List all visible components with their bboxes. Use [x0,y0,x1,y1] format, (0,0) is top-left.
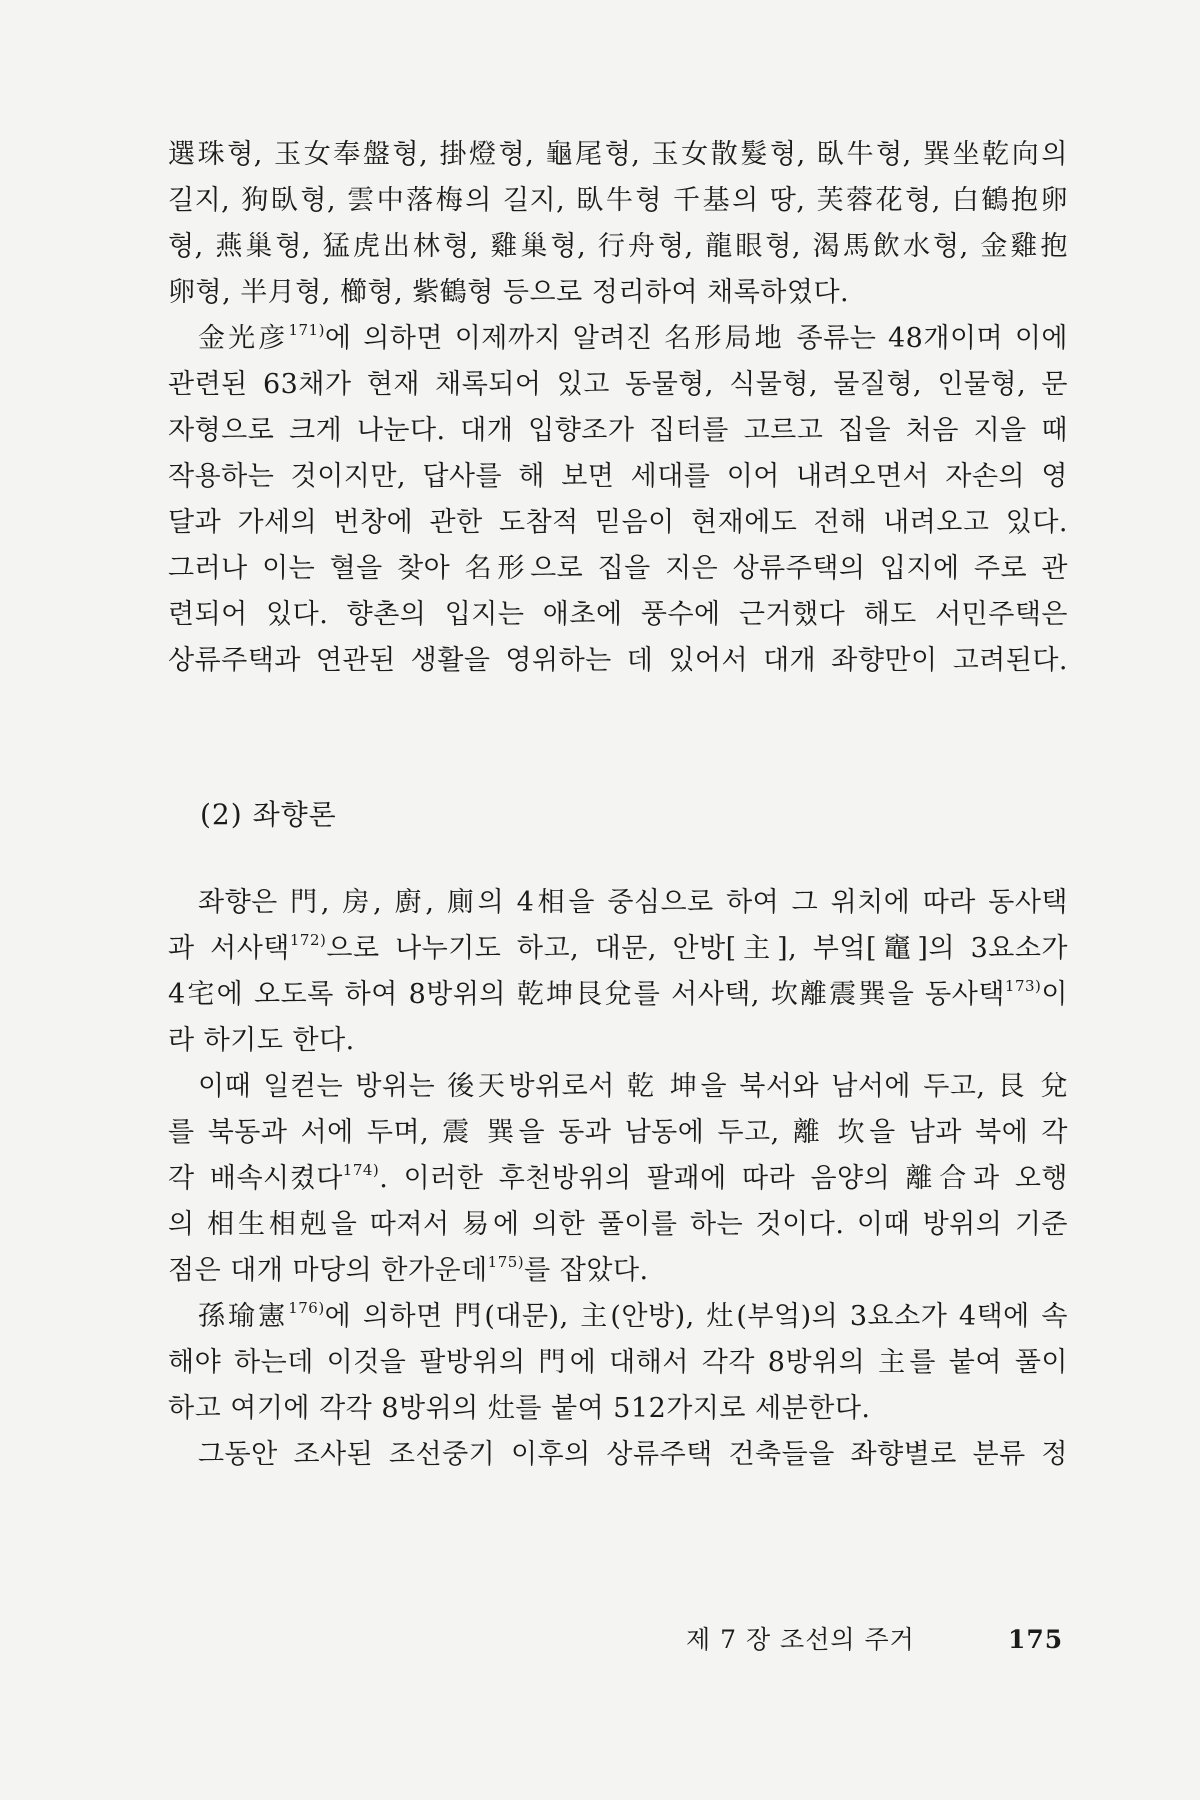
text-span: 4宅에 오도록 하여 8방위의 乾坤艮兌를 서사택, 坎離震巽을 동사택 [168,979,1005,1010]
text-line: 길지, 狗臥형, 雲中落梅의 길지, 臥牛형 千基의 땅, 芙蓉花형, 白鶴抱卵 [168,185,1068,216]
text-line: 의 相生相剋을 따져서 易에 의한 풀이를 하는 것이다. 이때 방위의 기준 [168,1209,1068,1240]
text-line: 련되어 있다. 향촌의 입지는 애초에 풍수에 근거했다 해도 서민주택은 [168,599,1068,630]
text-span: 에 의하면 門(대문), 主(안방), 灶(부엌)의 3요소가 4택에 속 [324,1301,1068,1332]
text-line: 이때 일컫는 방위는 後天방위로서 乾 坤을 북서와 남서에 두고, 艮 兌 [198,1071,1068,1102]
footnote-ref: 172) [289,931,327,949]
text-line: 卵형, 半月형, 櫛형, 紫鶴형 등으로 정리하여 채록하였다. [168,277,850,308]
text-line [168,1156,1068,1202]
section-heading: (2) 좌향론 [200,798,337,831]
text-line: 選珠형, 玉女奉盤형, 掛燈형, 龜尾형, 玉女散髮형, 臥牛형, 巽坐乾向의 [168,139,1068,170]
text-line: 작용하는 것이지만, 답사를 해 보면 세대를 이어 내려오면서 자손의 영 [168,461,1068,492]
text-line: 해야 하는데 이것을 팔방위의 門에 대해서 각각 8방위의 主를 붙여 풀이 [168,1347,1068,1378]
text-line: 관련된 63채가 현재 채록되어 있고 동물형, 식물형, 물질형, 인물형, 문 [168,369,1068,400]
text-span: . 이러한 후천방위의 팔괘에 따라 음양의 離合과 오행 [379,1163,1068,1194]
text-span: 으로 나누기도 하고, 대문, 안방[主], 부엌[竈]의 3요소가 [326,933,1068,964]
text-line: 상류주택과 연관된 생활을 영위하는 데 있어서 대개 좌향만이 고려된다. [168,645,1068,676]
text-span: 에 의하면 이제까지 알려진 名形局地 종류는 48개이며 이에 [324,323,1068,354]
text-line [168,316,1068,362]
text-span: 과 서사택 [168,933,290,964]
text-line: 형, 燕巢형, 猛虎出林형, 雞巢형, 行舟형, 龍眼형, 渴馬飲水형, 金雞抱 [168,231,1068,262]
text-line: 라 하기도 한다. [168,1025,355,1056]
author-name: 孫瑜憲 [198,1301,289,1332]
running-footer-chapter: 제 7 장 조선의 주거 [686,1625,915,1654]
text-line: 를 북동과 서에 두며, 震 巽을 동과 남동에 두고, 離 坎을 남과 북에 각 [168,1117,1068,1148]
footnote-ref: 174) [342,1161,380,1179]
text-line: 그러나 이는 혈을 찾아 名形으로 집을 지은 상류주택의 입지에 주로 관 [168,553,1068,584]
text-line: 그동안 조사된 조선중기 이후의 상류주택 건축들을 좌향별로 분류 정 [198,1439,1068,1470]
footnote-ref: 173) [1004,977,1042,995]
text-line [168,926,1068,972]
page-number: 175 [1008,1625,1064,1654]
text-line [168,972,1068,1018]
text-line: 좌향은 門, 房, 廚, 廁의 4相을 중심으로 하여 그 위치에 따라 동사택 [198,887,1068,918]
text-line [168,1294,1068,1340]
footnote-ref: 176) [288,1299,325,1317]
paragraph-block-top [168,132,1068,684]
text-line: 자형으로 크게 나눈다. 대개 입향조가 집터를 고르고 집을 처음 지을 때 [168,415,1068,446]
author-name: 金光彦 [198,323,289,354]
text-span: 각 배속시켰다 [168,1163,343,1194]
footnote-ref: 175) [487,1253,525,1271]
text-span: 이 [1041,979,1068,1010]
text-span: 를 잡았다. [524,1255,649,1286]
footnote-ref: 171) [288,321,325,339]
text-line: 하고 여기에 각각 8방위의 灶를 붙여 512가지로 세분한다. [168,1393,871,1424]
text-span: 점은 대개 마당의 한가운데 [168,1255,488,1286]
text-line [168,1248,1068,1294]
text-line: 달과 가세의 번창에 관한 도참적 믿음이 현재에도 전해 내려오고 있다. [168,507,1068,538]
paragraph-block-bottom [168,880,1068,1478]
